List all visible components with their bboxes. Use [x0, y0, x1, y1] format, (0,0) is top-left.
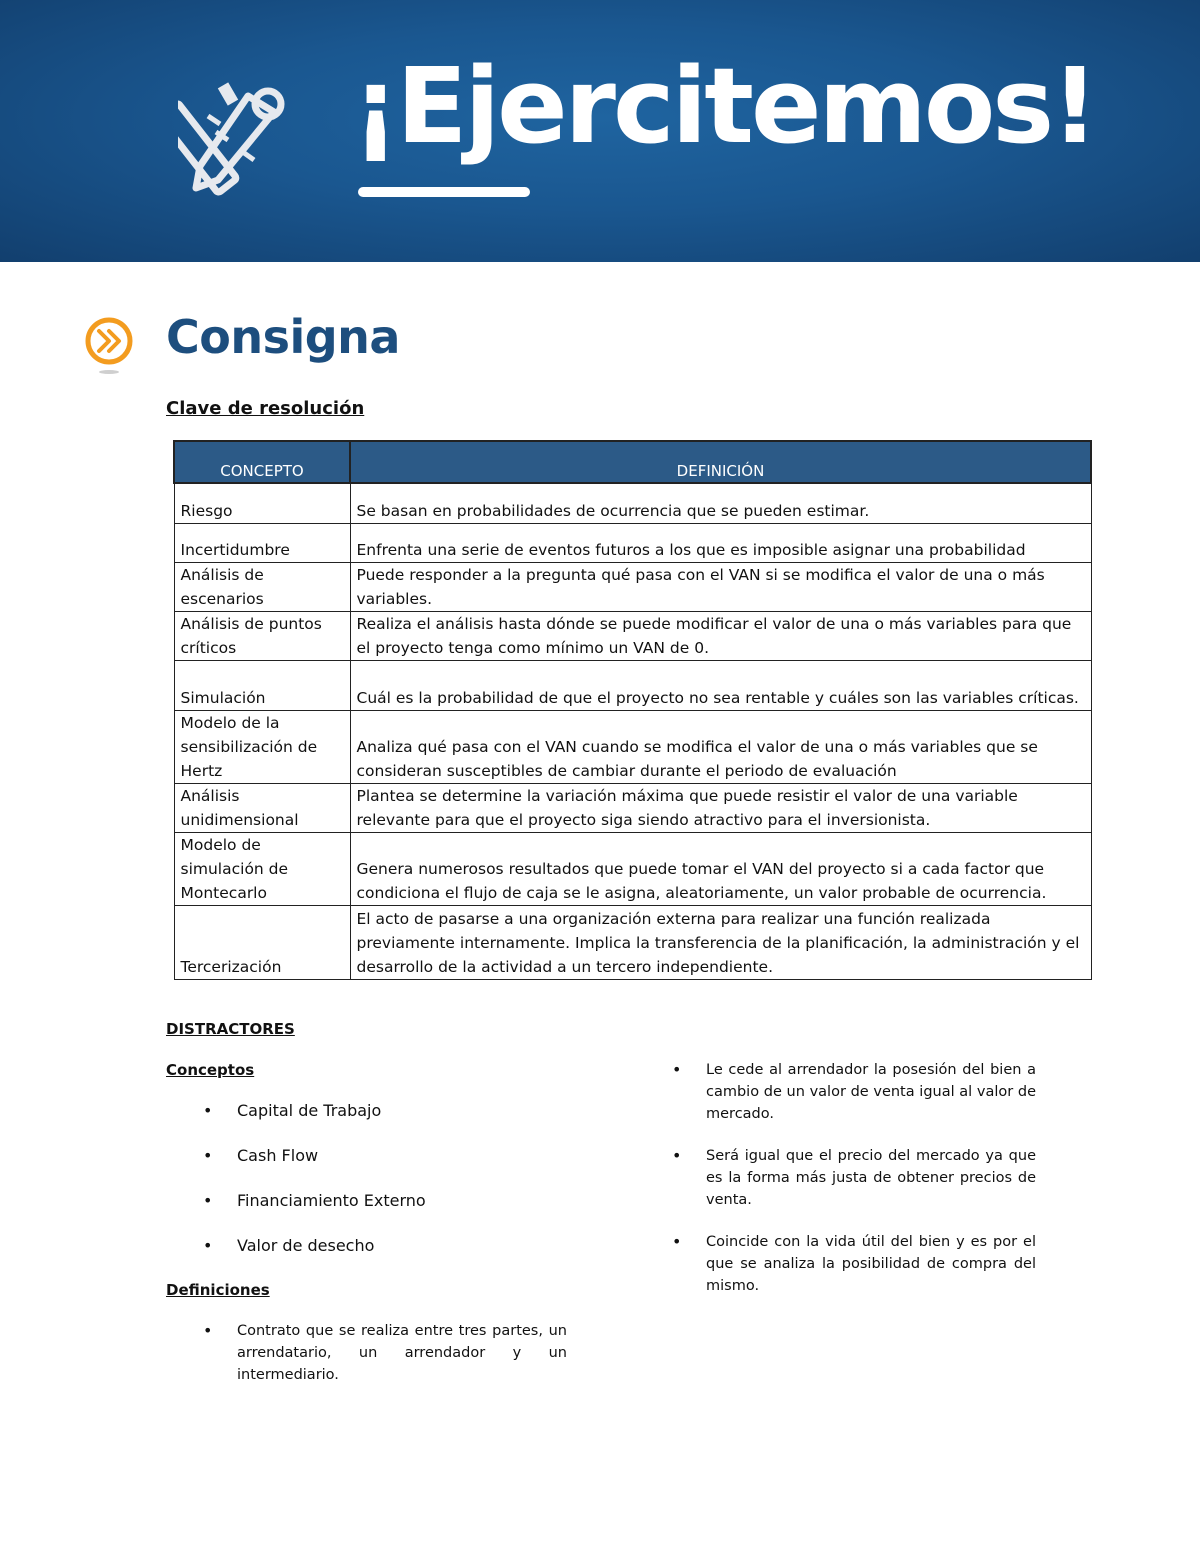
definicion-cell: Enfrenta una serie de eventos futuros a los que es imposible asignar una probabilidad	[350, 523, 1091, 562]
table-row	[174, 483, 1091, 523]
definicion-cell: Genera numerosos resultados que puede tomar el VAN del proyecto si a cada factor que condiciona el flujo de caja se le asigna, aleatoriamente, un valor probable de ocurrencia.	[350, 832, 1091, 905]
banner-title: ¡Ejercitemos!	[352, 45, 1096, 167]
double-chevron-right-icon	[82, 316, 136, 376]
header-concepto: CONCEPTO	[174, 441, 350, 483]
table-row	[174, 523, 1091, 562]
definiciones-list-left	[237, 1320, 567, 1386]
list-item: • Financiamiento Externo	[237, 1191, 426, 1236]
list-item: • Capital de Trabajo	[237, 1101, 426, 1146]
distractores-heading: DISTRACTORES	[166, 1020, 295, 1038]
definicion-cell: Realiza el análisis hasta dónde se puede modificar el valor de una o más variables para que el proyecto tenga como mínimo un VAN de 0.	[350, 611, 1091, 660]
definicion-cell: Analiza qué pasa con el VAN cuando se modifica el valor de una o más variables que se consideran susceptibles de cambiar durante el periodo de evaluación	[350, 710, 1091, 783]
list-item: • Valor de desecho	[237, 1236, 426, 1281]
definicion-cell: Se basan en probabilidades de ocurrencia que se pueden estimar.	[350, 483, 1091, 523]
definicion-cell: El acto de pasarse a una organización externa para realizar una función realizada previamente internamente. Implica la transferencia de la planificación, la administración y el desarrollo de la actividad a un tercero independiente.	[350, 905, 1091, 979]
header-banner	[0, 0, 1200, 262]
concepto-cell: Simulación	[174, 660, 350, 710]
definiciones-heading: Definiciones	[166, 1281, 270, 1299]
banner-underline	[358, 187, 530, 197]
list-item: • Contrato que se realiza entre tres partes, un arrendatario, un arrendador y un intermediario.	[237, 1320, 567, 1386]
concepto-cell: Incertidumbre	[174, 523, 350, 562]
conceptos-list	[237, 1101, 426, 1281]
definicion-cell: Cuál es la probabilidad de que el proyecto no sea rentable y cuáles son las variables críticas.	[350, 660, 1091, 710]
list-item: • Le cede al arrendador la posesión del bien a cambio de un valor de venta igual al valor de mercado.	[706, 1059, 1036, 1125]
table-header-row	[174, 441, 1091, 483]
table-row	[174, 611, 1091, 660]
table-row	[174, 783, 1091, 832]
list-item: • Cash Flow	[237, 1146, 426, 1191]
header-definicion: DEFINICIÓN	[350, 441, 1091, 483]
table-row	[174, 710, 1091, 783]
section-title: Consigna	[166, 310, 400, 364]
table-row	[174, 905, 1091, 979]
conceptos-heading: Conceptos	[166, 1061, 255, 1079]
concepto-cell: Riesgo	[174, 483, 350, 523]
ruler-pencil-icon	[178, 76, 298, 196]
definicion-cell: Plantea se determine la variación máxima que puede resistir el valor de una variable relevante para que el proyecto siga siendo atractivo para el inversionista.	[350, 783, 1091, 832]
list-item: • Será igual que el precio del mercado ya que es la forma más justa de obtener precios de venta.	[706, 1145, 1036, 1211]
definicion-cell: Puede responder a la pregunta qué pasa con el VAN si se modifica el valor de una o más variables.	[350, 562, 1091, 611]
concepto-cell: Modelo de simulación de Montecarlo	[174, 832, 350, 905]
resolution-table	[173, 440, 1092, 980]
table-row	[174, 832, 1091, 905]
concepto-cell: Modelo de la sensibilización de Hertz	[174, 710, 350, 783]
table-row	[174, 660, 1091, 710]
concepto-cell: Análisis de escenarios	[174, 562, 350, 611]
concepto-cell: Análisis unidimensional	[174, 783, 350, 832]
list-item: • Coincide con la vida útil del bien y es por el que se analiza la posibilidad de compra del mismo.	[706, 1231, 1036, 1297]
concepto-cell: Análisis de puntos críticos	[174, 611, 350, 660]
definiciones-list-right	[706, 1059, 1036, 1317]
clave-heading: Clave de resolución	[166, 398, 365, 419]
table-row	[174, 562, 1091, 611]
concepto-cell: Tercerización	[174, 905, 350, 979]
